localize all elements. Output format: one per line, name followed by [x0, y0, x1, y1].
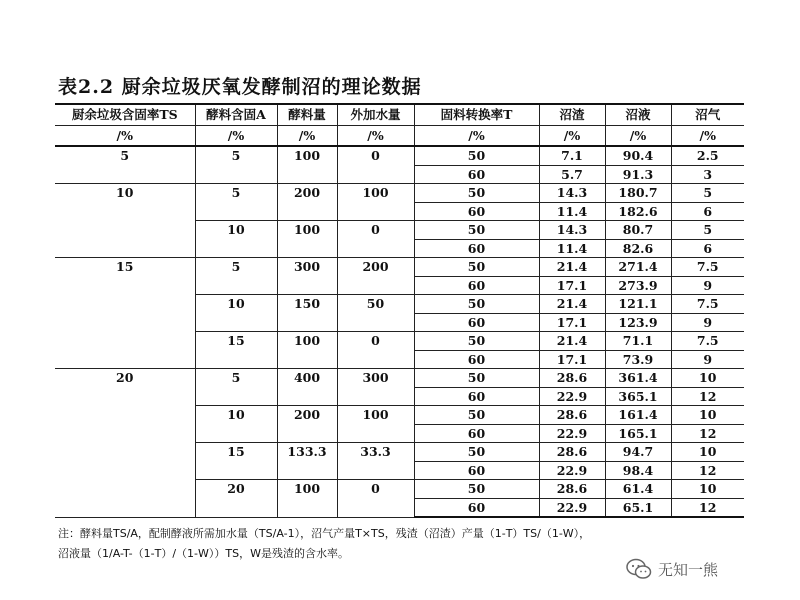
cell-residue: 17.1: [539, 313, 605, 332]
cell-gas: 5: [671, 184, 744, 203]
cell-liquid: 71.1: [605, 332, 671, 351]
cell-a: 5: [195, 146, 277, 184]
cell-water: 33.3: [337, 443, 414, 480]
cell-liquid: 365.1: [605, 387, 671, 406]
cell-t: 60: [414, 276, 539, 295]
cell-residue: 5.7: [539, 165, 605, 184]
cell-t: 50: [414, 406, 539, 425]
cell-liquid: 271.4: [605, 258, 671, 277]
header-gas: 沼气: [671, 104, 744, 126]
cell-liquid: 180.7: [605, 184, 671, 203]
cell-gas: 12: [671, 461, 744, 480]
cell-ts: 15: [55, 258, 195, 369]
cell-gas: 9: [671, 313, 744, 332]
cell-gas: 5: [671, 221, 744, 240]
cell-ts: 10: [55, 184, 195, 258]
cell-t: 60: [414, 387, 539, 406]
cell-residue: 14.3: [539, 221, 605, 240]
cell-liquid: 165.1: [605, 424, 671, 443]
cell-feed: 200: [277, 184, 337, 221]
cell-water: 0: [337, 221, 414, 258]
header-liquid-unit: /%: [605, 126, 671, 147]
header-feed-unit: /%: [277, 126, 337, 147]
cell-water: 0: [337, 146, 414, 184]
cell-gas: 3: [671, 165, 744, 184]
table-row: [55, 146, 744, 165]
cell-gas: 10: [671, 443, 744, 462]
cell-liquid: 91.3: [605, 165, 671, 184]
cell-liquid: 361.4: [605, 369, 671, 388]
cell-liquid: 65.1: [605, 498, 671, 517]
cell-gas: 6: [671, 202, 744, 221]
cell-t: 60: [414, 461, 539, 480]
cell-t: 60: [414, 350, 539, 369]
header-t: 固料转换率T: [414, 104, 539, 126]
cell-a: 15: [195, 443, 277, 480]
note-line-2: 沼液量（1/A-T-（1-T）/（1-W））TS，W是残渣的含水率。: [58, 547, 349, 560]
cell-a: 10: [195, 295, 277, 332]
cell-t: 50: [414, 221, 539, 240]
header-a: 酵料含固A: [195, 104, 277, 126]
cell-gas: 10: [671, 480, 744, 499]
cell-residue: 21.4: [539, 332, 605, 351]
header-ts: 厨余垃圾含固率TS: [55, 104, 195, 126]
cell-water: 300: [337, 369, 414, 406]
header-ts-unit: /%: [55, 126, 195, 147]
cell-t: 60: [414, 202, 539, 221]
table-title: 表2.2 厨余垃圾厌氧发酵制沼的理论数据: [58, 76, 422, 98]
cell-residue: 28.6: [539, 443, 605, 462]
cell-water: 0: [337, 332, 414, 369]
header-liquid: 沼液: [605, 104, 671, 126]
cell-feed: 300: [277, 258, 337, 295]
cell-liquid: 61.4: [605, 480, 671, 499]
cell-feed: 100: [277, 480, 337, 518]
watermark: [626, 558, 718, 580]
table-row: [55, 369, 744, 388]
header-water-unit: /%: [337, 126, 414, 147]
cell-t: 50: [414, 146, 539, 165]
table-row: [55, 258, 744, 277]
cell-feed: 100: [277, 146, 337, 184]
cell-liquid: 121.1: [605, 295, 671, 314]
cell-t: 60: [414, 313, 539, 332]
cell-gas: 9: [671, 350, 744, 369]
cell-residue: 22.9: [539, 498, 605, 517]
cell-water: 0: [337, 480, 414, 518]
cell-residue: 22.9: [539, 387, 605, 406]
cell-water: 100: [337, 406, 414, 443]
table-row: [55, 184, 744, 203]
cell-water: 100: [337, 184, 414, 221]
cell-liquid: 73.9: [605, 350, 671, 369]
cell-gas: 6: [671, 239, 744, 258]
header-feed: 酵料量: [277, 104, 337, 126]
table-body: [55, 146, 744, 517]
cell-feed: 100: [277, 332, 337, 369]
cell-t: 50: [414, 443, 539, 462]
cell-gas: 2.5: [671, 146, 744, 165]
cell-a: 20: [195, 480, 277, 518]
cell-t: 50: [414, 480, 539, 499]
cell-liquid: 82.6: [605, 239, 671, 258]
cell-residue: 14.3: [539, 184, 605, 203]
cell-liquid: 123.9: [605, 313, 671, 332]
cell-residue: 7.1: [539, 146, 605, 165]
data-table: [55, 103, 744, 518]
cell-a: 15: [195, 332, 277, 369]
cell-gas: 10: [671, 406, 744, 425]
cell-t: 50: [414, 332, 539, 351]
cell-liquid: 161.4: [605, 406, 671, 425]
note-line-1: 注：酵料量TS/A，配制酵液所需加水量（TS/A-1），沼气产量T×TS，残渣（沼渣）产量（1-T）TS/（1-W），: [58, 527, 591, 540]
cell-feed: 150: [277, 295, 337, 332]
cell-water: 200: [337, 258, 414, 295]
cell-a: 10: [195, 221, 277, 258]
cell-residue: 17.1: [539, 276, 605, 295]
cell-ts: 5: [55, 146, 195, 184]
cell-residue: 28.6: [539, 406, 605, 425]
cell-liquid: 98.4: [605, 461, 671, 480]
cell-feed: 100: [277, 221, 337, 258]
cell-liquid: 90.4: [605, 146, 671, 165]
cell-feed: 200: [277, 406, 337, 443]
cell-t: 60: [414, 424, 539, 443]
cell-t: 60: [414, 239, 539, 258]
cell-a: 5: [195, 258, 277, 295]
cell-residue: 21.4: [539, 258, 605, 277]
cell-gas: 10: [671, 369, 744, 388]
cell-liquid: 80.7: [605, 221, 671, 240]
cell-residue: 11.4: [539, 202, 605, 221]
cell-feed: 133.3: [277, 443, 337, 480]
header-t-unit: /%: [414, 126, 539, 147]
header-a-unit: /%: [195, 126, 277, 147]
cell-gas: 12: [671, 498, 744, 517]
cell-gas: 12: [671, 424, 744, 443]
table-header: [55, 104, 744, 146]
wechat-logo-icon: [626, 558, 652, 580]
cell-residue: 28.6: [539, 369, 605, 388]
cell-a: 5: [195, 184, 277, 221]
cell-water: 50: [337, 295, 414, 332]
header-residue-unit: /%: [539, 126, 605, 147]
cell-liquid: 182.6: [605, 202, 671, 221]
header-residue: 沼渣: [539, 104, 605, 126]
cell-gas: 7.5: [671, 258, 744, 277]
cell-a: 5: [195, 369, 277, 406]
cell-residue: 21.4: [539, 295, 605, 314]
cell-gas: 9: [671, 276, 744, 295]
cell-gas: 12: [671, 387, 744, 406]
cell-residue: 22.9: [539, 461, 605, 480]
cell-residue: 28.6: [539, 480, 605, 499]
cell-t: 50: [414, 369, 539, 388]
cell-residue: 11.4: [539, 239, 605, 258]
watermark-text: 无知一熊: [658, 560, 719, 579]
cell-t: 60: [414, 165, 539, 184]
cell-gas: 7.5: [671, 332, 744, 351]
cell-liquid: 273.9: [605, 276, 671, 295]
cell-residue: 22.9: [539, 424, 605, 443]
header-gas-unit: /%: [671, 126, 744, 147]
header-water: 外加水量: [337, 104, 414, 126]
cell-t: 50: [414, 295, 539, 314]
cell-liquid: 94.7: [605, 443, 671, 462]
cell-gas: 7.5: [671, 295, 744, 314]
cell-a: 10: [195, 406, 277, 443]
cell-t: 50: [414, 258, 539, 277]
cell-t: 50: [414, 184, 539, 203]
cell-residue: 17.1: [539, 350, 605, 369]
cell-feed: 400: [277, 369, 337, 406]
cell-ts: 20: [55, 369, 195, 518]
cell-t: 60: [414, 498, 539, 517]
